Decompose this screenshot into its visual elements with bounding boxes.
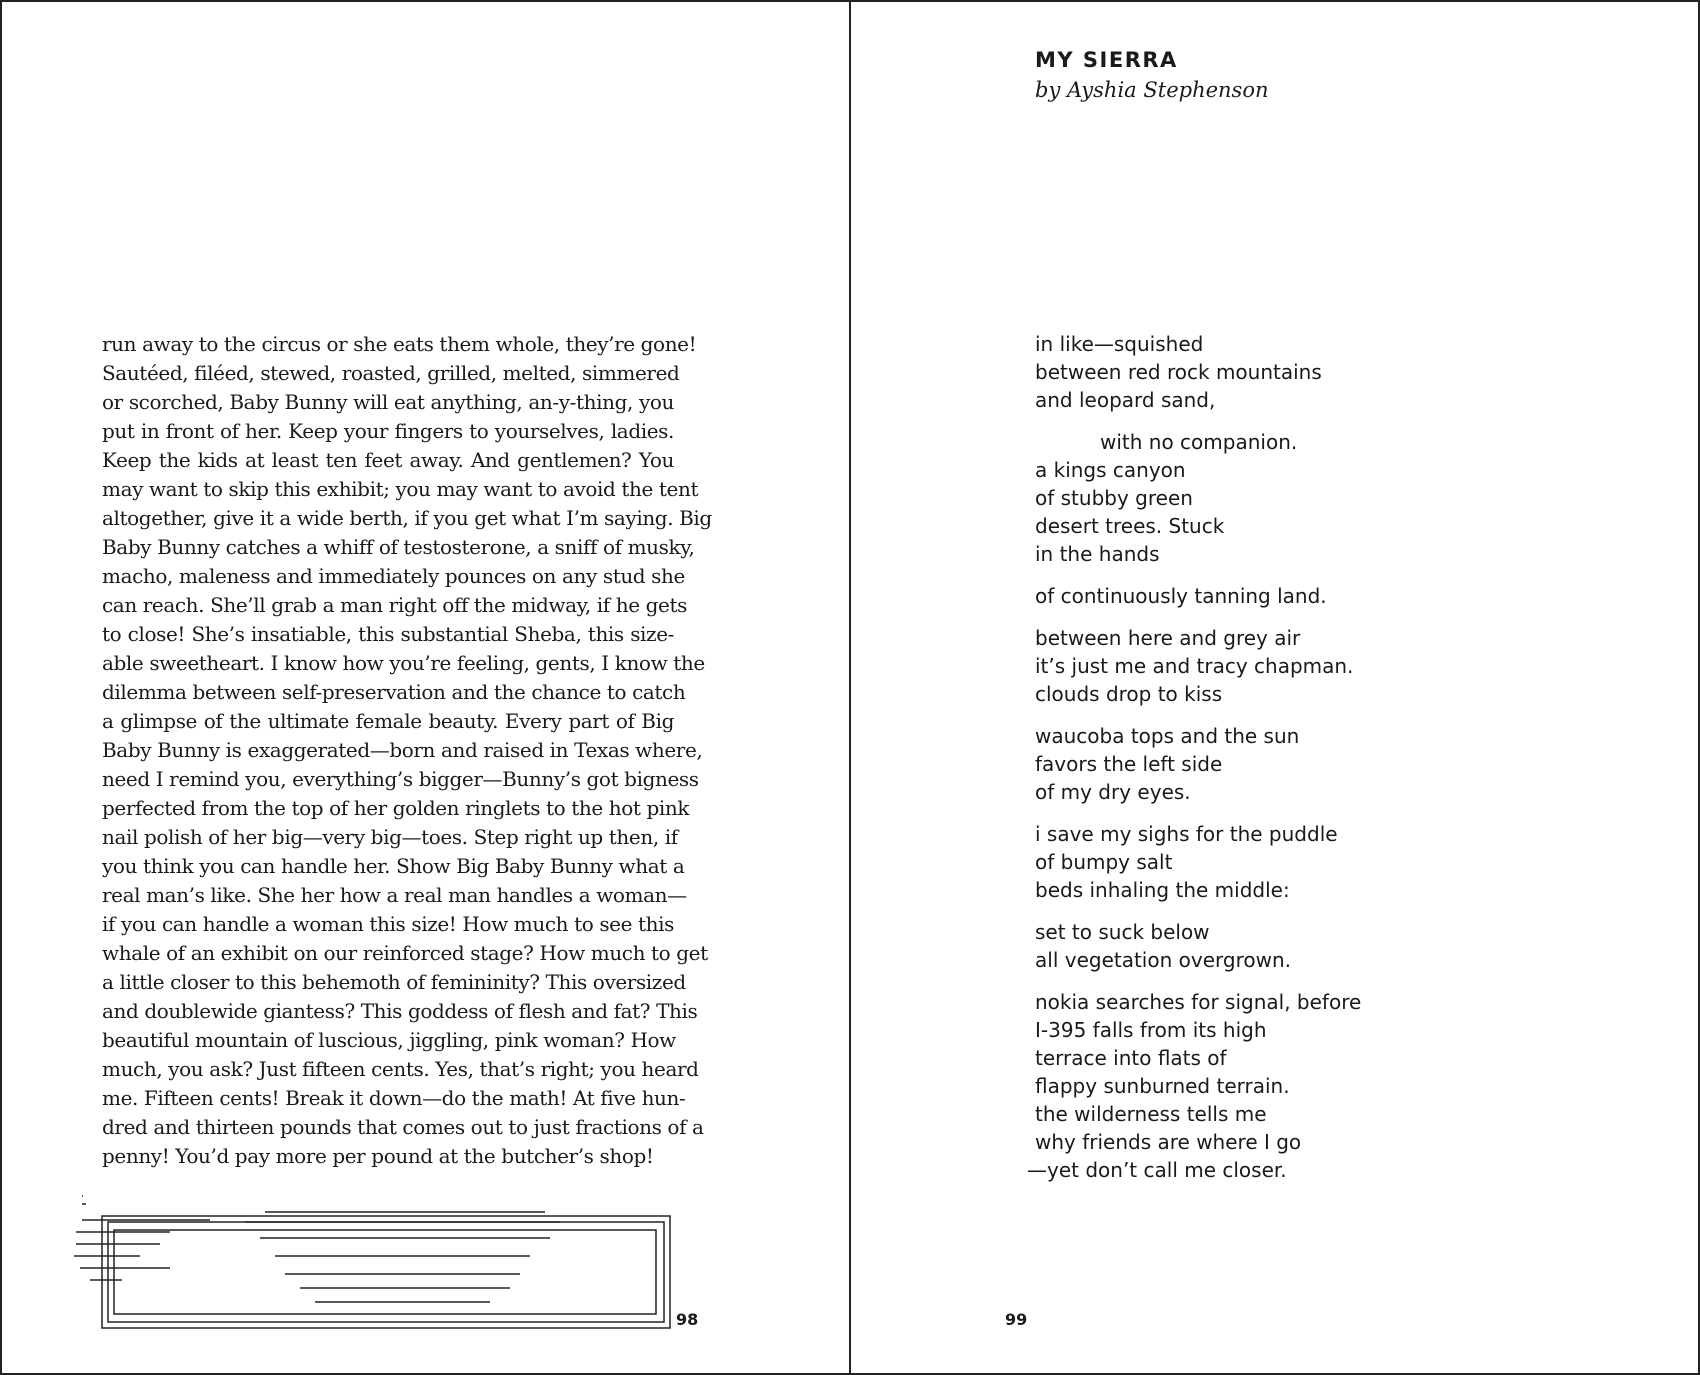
prose-line: a little closer to this behemoth of femininity? This oversized xyxy=(102,970,686,994)
ornament-frame-middle xyxy=(108,1222,664,1322)
poem-line: waucoba tops and the sun xyxy=(1035,724,1300,748)
poem-line: it’s just me and tracy chapman. xyxy=(1035,654,1354,678)
prose-line: Keep the kids at least ten feet away. And gentlemen? You xyxy=(102,448,674,472)
stanza xyxy=(1035,918,1595,974)
prose-block xyxy=(102,330,712,1171)
prose-line: a glimpse of the ultimate female beauty. Every part of Big xyxy=(102,709,674,733)
poem-line: of my dry eyes. xyxy=(1035,780,1191,804)
poem-byline: by Ayshia Stephenson xyxy=(1035,78,1269,102)
ornament-frame-outer xyxy=(102,1216,670,1328)
prose-line: penny! You’d pay more per pound at the butcher’s shop! xyxy=(102,1144,654,1168)
page-number: 98 xyxy=(676,1310,699,1329)
prose-line: beautiful mountain of luscious, jiggling, pink woman? How xyxy=(102,1028,676,1052)
poem-line: set to suck below xyxy=(1035,920,1210,944)
prose-line: you think you can handle her. Show Big Baby Bunny what a xyxy=(102,854,685,878)
stanza xyxy=(1035,456,1595,568)
poem-line: beds inhaling the middle: xyxy=(1035,878,1290,902)
poem-line: all vegetation overgrown. xyxy=(1035,948,1291,972)
poem-line: the wilderness tells me xyxy=(1035,1102,1267,1126)
page-number: 99 xyxy=(1005,1310,1028,1329)
right-page xyxy=(850,0,1700,1375)
stanza xyxy=(1035,820,1595,904)
stanza xyxy=(1027,988,1595,1184)
poem-line: favors the left side xyxy=(1035,752,1223,776)
poem-line: terrace into flats of xyxy=(1035,1046,1227,1070)
prose-line: perfected from the top of her golden ringlets to the hot pink xyxy=(102,796,690,820)
poem-line: of continuously tanning land. xyxy=(1035,584,1327,608)
poem-line: why friends are where I go xyxy=(1035,1130,1302,1154)
poem-line: nokia searches for signal, before xyxy=(1035,990,1362,1014)
prose-line: Baby Bunny catches a whiff of testosterone, a sniff of musky, xyxy=(102,535,695,559)
poem-line: of stubby green xyxy=(1035,486,1193,510)
stanza xyxy=(1035,624,1595,708)
poem-line: a kings canyon xyxy=(1035,458,1186,482)
prose-line: much, you ask? Just fifteen cents. Yes, that’s right; you heard xyxy=(102,1057,699,1081)
prose-line: able sweetheart. I know how you’re feeling, gents, I know the xyxy=(102,651,705,675)
decorative-frame-ornament xyxy=(70,1192,678,1332)
poem-line: with no companion. xyxy=(1100,430,1298,454)
prose-line: or scorched, Baby Bunny will eat anything, an-y-thing, you xyxy=(102,390,674,414)
poem-line: i save my sighs for the puddle xyxy=(1035,822,1338,846)
prose-line: may want to skip this exhibit; you may want to avoid the tent xyxy=(102,477,699,501)
prose-line: to close! She’s insatiable, this substantial Sheba, this size- xyxy=(102,622,674,646)
poem-body xyxy=(1027,330,1595,1198)
prose-line: nail polish of her big—very big—toes. Step right up then, if xyxy=(102,825,678,849)
prose-line: whale of an exhibit on our reinforced stage? How much to get xyxy=(102,941,708,965)
poem-line: in the hands xyxy=(1035,542,1160,566)
poem-title: MY SIERRA xyxy=(1035,48,1178,72)
poem-line: flappy sunburned terrain. xyxy=(1035,1074,1290,1098)
prose-line: macho, maleness and immediately pounces on any stud she xyxy=(102,564,685,588)
prose-line: need I remind you, everything’s bigger—Bunny’s got bigness xyxy=(102,767,699,791)
stanza xyxy=(1035,330,1595,414)
prose-line: Baby Bunny is exaggerated—born and raised in Texas where, xyxy=(102,738,703,762)
stanza xyxy=(1035,582,1595,610)
poem-line: in like—squished xyxy=(1035,332,1204,356)
poem-line: between red rock mountains xyxy=(1035,360,1322,384)
prose-line: if you can handle a woman this size! How much to see this xyxy=(102,912,674,936)
prose-line: real man’s like. She her how a real man handles a woman— xyxy=(102,883,687,907)
stanza xyxy=(1035,428,1595,456)
prose-line: dred and thirteen pounds that comes out to just fractions of a xyxy=(102,1115,704,1139)
prose-line: put in front of her. Keep your fingers to yourselves, ladies. xyxy=(102,419,674,443)
poem-line: and leopard sand, xyxy=(1035,388,1216,412)
prose-line: dilemma between self-preservation and the chance to catch xyxy=(102,680,686,704)
poem-line: —yet don’t call me closer. xyxy=(1027,1158,1287,1182)
prose-line: can reach. She’ll grab a man right off the midway, if he gets xyxy=(102,593,687,617)
prose-line: altogether, give it a wide berth, if you get what I’m saying. Big xyxy=(102,506,712,530)
poem-line: clouds drop to kiss xyxy=(1035,682,1223,706)
prose-line: run away to the circus or she eats them whole, they’re gone! xyxy=(102,332,697,356)
poem-line: I-395 falls from its high xyxy=(1035,1018,1267,1042)
prose-line: me. Fifteen cents! Break it down—do the math! At five hun- xyxy=(102,1086,686,1110)
poem-line: of bumpy salt xyxy=(1035,850,1173,874)
poem-line: desert trees. Stuck xyxy=(1035,514,1225,538)
prose-line: and doublewide giantess? This goddess of flesh and fat? This xyxy=(102,999,698,1023)
prose-line: Sautéed, filéed, stewed, roasted, grilled, melted, simmered xyxy=(102,361,680,385)
stanza xyxy=(1035,722,1595,806)
poem-line: between here and grey air xyxy=(1035,626,1301,650)
